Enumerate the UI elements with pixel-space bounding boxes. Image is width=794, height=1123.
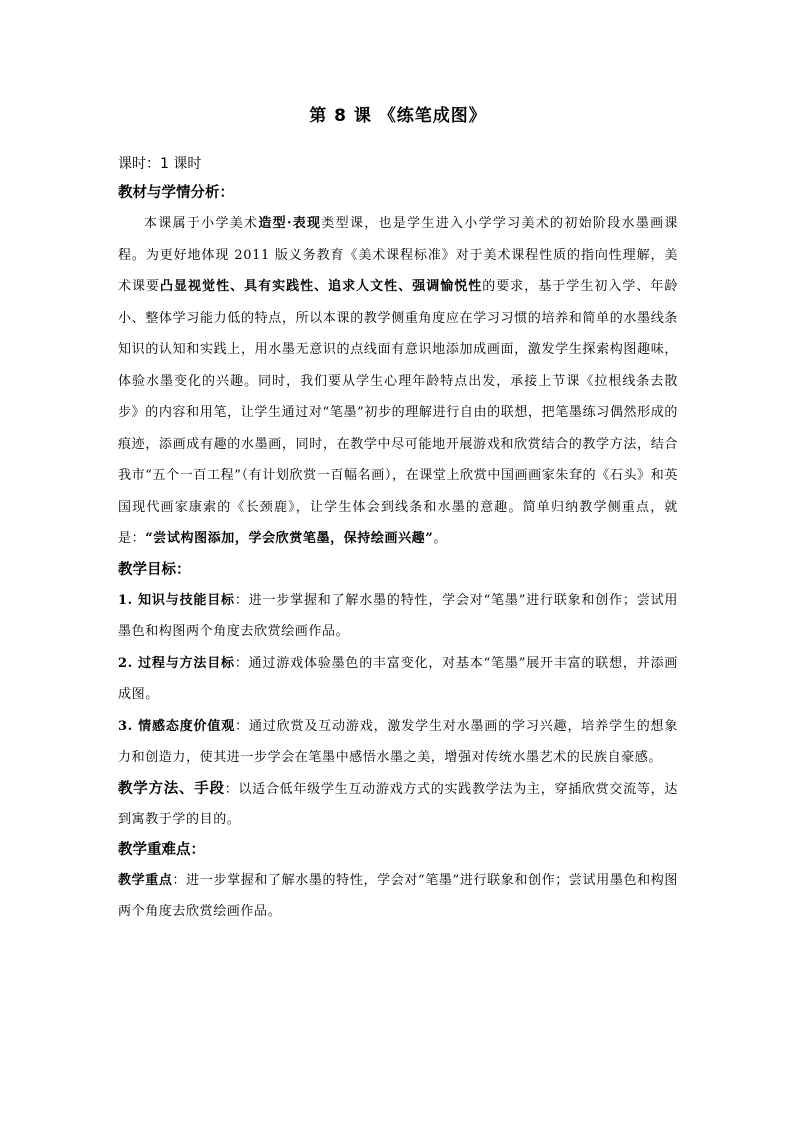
analysis-text-3: 的要求，基于学生初入学、年龄小、整体学习能力低的特点，所以本课的教学侧重角度应在学习习惯的培养和简单的水墨线条知识的认知和实践上，用水墨无意识的点线面有意识地添加成画面，激发学生探索构图趣味，体验水墨变化的兴趣。同时，我们要从学生心理年龄特点出发，承接上节课《拉根线条去散步》的内容和用笔，让学生通过对“笔墨”初步的理解进行自由的联想，把笔墨练习偶然形成的痕迹，添画成有趣的水墨画，同时，在教学中尽可能地开展游戏和欣赏结合的教学方法，结合我市“五个一百工程”（有计划欣赏一百幅名画），在课堂上欣赏中国画画家朱耷的《石头》和英国现代画家康索的《长颈鹿》，让学生体会到线条和水墨的意趣。简单归纳教学侧重点，就是： <box>118 279 678 546</box>
goal-3 <box>118 711 678 774</box>
goals-heading: 教学目标： <box>118 561 191 578</box>
goal-1 <box>118 585 678 648</box>
analysis-paragraph <box>118 208 678 555</box>
keypoints-label: 教学重点 <box>118 872 173 888</box>
analysis-emphasis-2: 凸显视觉性、具有实践性、追求人文性、强调愉悦性 <box>160 279 483 294</box>
goal-2-text: ：通过游戏体验墨色的丰富变化，对基本“笔墨”展开丰富的联想，并添画成图。 <box>118 655 678 702</box>
methods-heading: 教学方法、手段 <box>118 780 225 797</box>
goal-1-text: ：进一步掌握和了解水墨的特性，学会对“笔墨”进行联象和创作；尝试用墨色和构图两个角度去欣赏绘画作品。 <box>118 592 678 639</box>
analysis-emphasis-1: 造型·表现 <box>258 216 322 231</box>
goal-1-label: 1. 知识与技能目标 <box>118 592 235 608</box>
goal-3-label: 3. 情感态度价值观 <box>118 718 236 734</box>
keypoints-heading: 教学重难点： <box>118 841 205 858</box>
analysis-emphasis-3: “尝试构图添加，学会欣赏笔墨，保持绘画兴趣” <box>145 531 434 546</box>
methods-paragraph <box>118 774 678 835</box>
analysis-text-1: 本课属于小学美术 <box>144 216 259 231</box>
keypoints-text: ：进一步掌握和了解水墨的特性，学会对“笔墨”进行联象和创作；尝试用墨色和构图两个角度去欣赏绘画作品。 <box>118 872 678 919</box>
methods-text: ：以适合低年级学生互动游戏方式的实践教学法为主，穿插欣赏交流等，达到寓教于学的目的。 <box>118 781 678 827</box>
analysis-text-4: 。 <box>433 531 447 546</box>
analysis-heading: 教材与学情分析： <box>118 185 234 201</box>
document-body <box>118 100 678 928</box>
lesson-time: 课时：1 课时 <box>118 156 202 172</box>
analysis-text-2: 类型课，也是学生进入小学学习美术的初始阶段水墨画课程。为更好地体现 2011 版义务教育《美术课程标准》对于美术课程性质的指向性理解，美术课要 <box>118 216 678 294</box>
goal-2 <box>118 648 678 711</box>
keypoints-paragraph <box>118 865 678 928</box>
goal-2-label: 2. 过程与方法目标 <box>118 655 235 671</box>
lesson-title: 第 8 课 《练笔成图》 <box>309 106 487 126</box>
goal-3-text: ：通过欣赏及互动游戏，激发学生对水墨画的学习兴趣，培养学生的想象力和创造力，使其进一步学会在笔墨中感悟水墨之美，增强对传统水墨艺术的民族自豪感。 <box>118 718 678 765</box>
